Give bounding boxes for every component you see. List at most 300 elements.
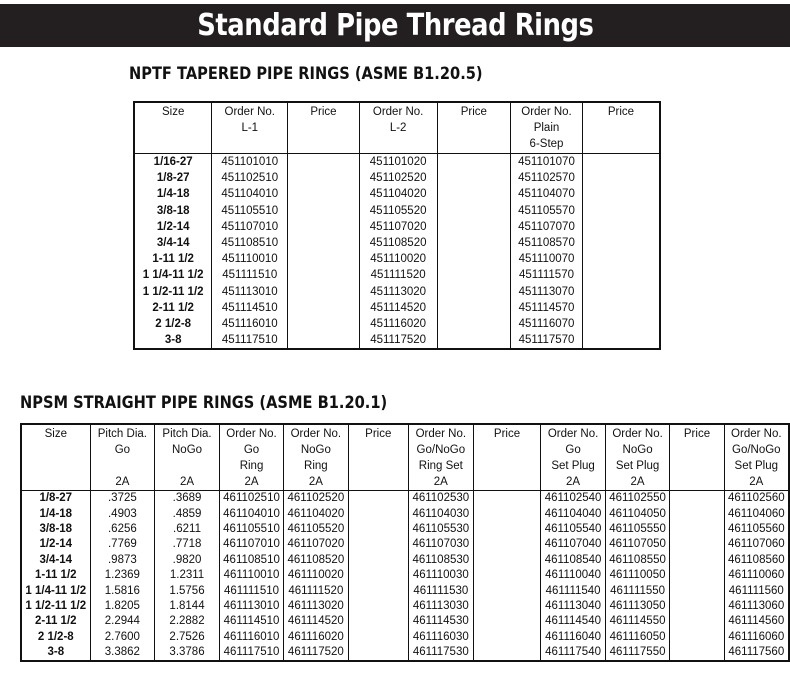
column-header-line: 2A [115, 476, 130, 488]
value-cell: 461104040 [541, 506, 605, 521]
price-cell [473, 522, 541, 537]
column-header-line: NoGo [172, 444, 203, 456]
value-cell: 461116030 [409, 630, 474, 645]
price-cell [670, 537, 724, 552]
value-cell: 461104050 [605, 506, 670, 521]
value-cell: 461114510 [219, 614, 283, 629]
column-header-line: Plain [533, 122, 560, 134]
column-header-line: Go [243, 444, 260, 456]
price-cell [437, 251, 511, 267]
value-cell: 461111510 [219, 583, 283, 598]
table-row [21, 568, 789, 583]
value-cell: 451102570 [511, 170, 583, 186]
column-header-line: Order No. [372, 106, 424, 118]
value-cell: 461117520 [284, 645, 348, 661]
size-cell: 1/16-27 [134, 154, 212, 171]
value-cell: 451102520 [359, 170, 437, 186]
value-cell: .4859 [155, 506, 220, 521]
price-cell [348, 568, 408, 583]
price-cell [348, 491, 408, 507]
value-cell: 451114520 [359, 300, 437, 316]
page-title-banner [0, 4, 790, 47]
value-cell: 451110070 [511, 251, 583, 267]
value-cell: .6211 [155, 522, 220, 537]
value-cell: 451111570 [511, 267, 583, 283]
value-cell: 461104020 [284, 506, 348, 521]
value-cell: 451114570 [511, 300, 583, 316]
price-cell [582, 186, 660, 202]
column-header [724, 424, 789, 491]
value-cell: 2.2944 [90, 614, 155, 629]
price-cell [473, 630, 541, 645]
column-header [219, 424, 283, 491]
value-cell: 2.7526 [155, 630, 220, 645]
price-cell [288, 284, 360, 300]
column-header-line: Price [365, 428, 392, 440]
value-cell: 461102530 [409, 491, 474, 507]
price-cell [348, 630, 408, 645]
value-cell: 461105520 [284, 522, 348, 537]
value-cell: 461113010 [219, 599, 283, 614]
price-cell [288, 154, 360, 171]
value-cell: 461108520 [284, 553, 348, 568]
table-row [21, 537, 789, 552]
value-cell: 461111560 [724, 583, 789, 598]
value-cell: 461108540 [541, 553, 605, 568]
value-cell: 461116020 [284, 630, 348, 645]
price-cell [288, 316, 360, 332]
size-cell: 3/4-14 [134, 235, 212, 251]
column-header-line [93, 458, 153, 474]
column-header-line: Order No. [547, 428, 599, 440]
price-cell [348, 537, 408, 552]
value-cell: 451116010 [212, 316, 288, 332]
value-cell: 461114530 [409, 614, 474, 629]
value-cell: 451107070 [511, 219, 583, 235]
column-header [90, 424, 155, 491]
value-cell: 461102540 [541, 491, 605, 507]
value-cell: 461113060 [724, 599, 789, 614]
size-cell: 2-11 1/2 [134, 300, 212, 316]
column-header [605, 424, 670, 491]
price-cell [582, 267, 660, 283]
price-cell [582, 170, 660, 186]
value-cell: 461117550 [605, 645, 670, 661]
size-cell: 1 1/4-11 1/2 [21, 583, 90, 598]
column-header [582, 102, 660, 154]
table-row [21, 506, 789, 521]
size-cell: 3-8 [21, 645, 90, 661]
table-row [134, 154, 660, 171]
column-header-line: Order No. [290, 428, 342, 440]
size-cell: 3/8-18 [134, 203, 212, 219]
column-header-line: Set Plug [615, 460, 660, 472]
table-row [134, 170, 660, 186]
value-cell: .6256 [90, 522, 155, 537]
price-cell [348, 506, 408, 521]
table-row [134, 300, 660, 316]
size-cell: 1 1/2-11 1/2 [134, 284, 212, 300]
price-cell [437, 316, 511, 332]
column-header-line: Ring [239, 460, 264, 472]
size-cell: 2 1/2-8 [134, 316, 212, 332]
column-header-line: Size [161, 106, 185, 118]
value-cell: 461116010 [219, 630, 283, 645]
value-cell: 461113050 [605, 599, 670, 614]
size-cell: 1 1/2-11 1/2 [21, 599, 90, 614]
value-cell: 461107060 [724, 537, 789, 552]
column-header-line: Go/NoGo [416, 444, 466, 456]
price-cell [670, 506, 724, 521]
price-cell [348, 583, 408, 598]
price-cell [582, 235, 660, 251]
value-cell: 461107030 [409, 537, 474, 552]
value-cell: 2.7600 [90, 630, 155, 645]
value-cell: 461114560 [724, 614, 789, 629]
column-header-line: Price [683, 428, 711, 440]
value-cell: 461117540 [541, 645, 605, 661]
price-cell [437, 170, 511, 186]
size-cell: 3-8 [134, 332, 212, 349]
value-cell: 451101020 [359, 154, 437, 171]
price-cell [473, 568, 541, 583]
value-cell: 461111520 [284, 583, 348, 598]
value-cell: 461104060 [724, 506, 789, 521]
table-row [21, 583, 789, 598]
table-row [134, 316, 660, 332]
value-cell: 451113020 [359, 284, 437, 300]
price-cell [670, 553, 724, 568]
column-header-line [157, 458, 217, 474]
value-cell: 461110030 [409, 568, 474, 583]
value-cell: 451117520 [359, 332, 437, 349]
price-cell [473, 506, 541, 521]
value-cell: .9820 [155, 553, 220, 568]
price-cell [288, 235, 360, 251]
value-cell: 461113040 [541, 599, 605, 614]
value-cell: 451110010 [212, 251, 288, 267]
value-cell: 461107020 [284, 537, 348, 552]
price-cell [288, 219, 360, 235]
price-cell [582, 251, 660, 267]
value-cell: .3689 [155, 491, 220, 507]
column-header-line: 2A [308, 476, 323, 488]
nptf-section-title: NPTF TAPERED PIPE RINGS (ASME B1.20.5) [129, 64, 483, 84]
column-header-line: Price [460, 106, 487, 118]
value-cell: 461111550 [605, 583, 670, 598]
price-cell [437, 284, 511, 300]
price-cell [670, 645, 724, 661]
value-cell: 451107020 [359, 219, 437, 235]
price-cell [437, 300, 511, 316]
price-cell [582, 332, 660, 349]
value-cell: 451116070 [511, 316, 583, 332]
column-header-line: NoGo [300, 444, 331, 456]
value-cell: 451111510 [212, 267, 288, 283]
value-cell: 461105550 [605, 522, 670, 537]
value-cell: 451104010 [212, 186, 288, 202]
price-cell [582, 219, 660, 235]
size-cell: 1-11 1/2 [134, 251, 212, 267]
price-cell [348, 553, 408, 568]
value-cell: 451104070 [511, 186, 583, 202]
value-cell: 461102520 [284, 491, 348, 507]
column-header-line: 2A [566, 476, 581, 488]
value-cell: 461111530 [409, 583, 474, 598]
value-cell: 1.2369 [90, 568, 155, 583]
value-cell: .3725 [90, 491, 155, 507]
table-row [21, 645, 789, 661]
price-cell [473, 614, 541, 629]
column-header-line: 2A [179, 476, 195, 488]
price-cell [670, 522, 724, 537]
price-cell [288, 186, 360, 202]
value-cell: 461105510 [219, 522, 283, 537]
value-cell: 451107010 [212, 219, 288, 235]
value-cell: 451105570 [511, 203, 583, 219]
value-cell: 461110050 [605, 568, 670, 583]
table-row [134, 203, 660, 219]
column-header-line: 2A [630, 476, 645, 488]
price-cell [582, 284, 660, 300]
value-cell: 451114510 [212, 300, 288, 316]
value-cell: 461105540 [541, 522, 605, 537]
column-header-line: Price [607, 106, 635, 118]
value-cell: 461116050 [605, 630, 670, 645]
price-cell [437, 186, 511, 202]
size-cell: 1 1/4-11 1/2 [134, 267, 212, 283]
value-cell: 451113010 [212, 284, 288, 300]
size-cell: 1-11 1/2 [21, 568, 90, 583]
value-cell: 461107010 [219, 537, 283, 552]
value-cell: 2.2882 [155, 614, 220, 629]
column-header-line: Go [565, 444, 581, 456]
price-cell [288, 267, 360, 283]
value-cell: 461102550 [605, 491, 670, 507]
price-cell [288, 203, 360, 219]
value-cell: 461108530 [409, 553, 474, 568]
column-header [511, 102, 583, 154]
price-cell [670, 614, 724, 629]
value-cell: 451117570 [511, 332, 583, 349]
price-cell [437, 235, 511, 251]
price-cell [473, 583, 541, 598]
table-row [134, 267, 660, 283]
price-cell [288, 300, 360, 316]
column-header-line: Order No. [731, 428, 782, 440]
table-header-row [134, 102, 660, 154]
price-cell [348, 645, 408, 661]
column-header [212, 102, 288, 154]
value-cell: 461117530 [409, 645, 474, 661]
price-cell [288, 251, 360, 267]
column-header [437, 102, 511, 154]
value-cell: .4903 [90, 506, 155, 521]
column-header [284, 424, 348, 491]
price-cell [582, 203, 660, 219]
value-cell: .9873 [90, 553, 155, 568]
value-cell: 461110020 [284, 568, 348, 583]
price-cell [437, 219, 511, 235]
size-cell: 1/2-14 [134, 219, 212, 235]
value-cell: 451108570 [511, 235, 583, 251]
size-cell: 3/8-18 [21, 522, 90, 537]
column-header [409, 424, 474, 491]
column-header-line: Go [114, 444, 131, 456]
price-cell [288, 170, 360, 186]
column-header-line: Price [310, 106, 337, 118]
value-cell: 451110020 [359, 251, 437, 267]
value-cell: 451108510 [212, 235, 288, 251]
value-cell: 461108560 [724, 553, 789, 568]
price-cell [348, 599, 408, 614]
column-header-line: 6-Step [529, 138, 564, 150]
value-cell: 461114550 [605, 614, 670, 629]
size-cell: 2 1/2-8 [21, 630, 90, 645]
column-header [288, 102, 360, 154]
value-cell: 461108510 [219, 553, 283, 568]
value-cell: 461105530 [409, 522, 474, 537]
column-header-line: Size [44, 428, 67, 440]
size-cell: 1/4-18 [134, 186, 212, 202]
value-cell: 461113030 [409, 599, 474, 614]
column-header-line: Order No. [224, 106, 276, 118]
nptf-ring-table [133, 101, 661, 350]
value-cell: 461111540 [541, 583, 605, 598]
value-cell: 451101010 [212, 154, 288, 171]
column-header [134, 102, 212, 154]
column-header-line: Ring Set [418, 460, 463, 472]
value-cell: 451116020 [359, 316, 437, 332]
table-header-row [21, 424, 789, 491]
value-cell: 3.3862 [90, 645, 155, 661]
value-cell: 451111520 [359, 267, 437, 283]
column-header-line: Set Plug [551, 460, 595, 472]
column-header-line: 2A [433, 476, 448, 488]
table-row [21, 599, 789, 614]
price-cell [582, 154, 660, 171]
table-row [21, 522, 789, 537]
value-cell: 461116060 [724, 630, 789, 645]
column-header [473, 424, 541, 491]
price-cell [473, 553, 541, 568]
price-cell [670, 491, 724, 507]
price-cell [670, 599, 724, 614]
value-cell: 461110010 [219, 568, 283, 583]
value-cell: 461107040 [541, 537, 605, 552]
value-cell: 461114520 [284, 614, 348, 629]
value-cell: 461116040 [541, 630, 605, 645]
npsm-ring-table [20, 423, 790, 662]
value-cell: 451117510 [212, 332, 288, 349]
value-cell: .7769 [90, 537, 155, 552]
price-cell [670, 583, 724, 598]
size-cell: 1/4-18 [21, 506, 90, 521]
value-cell: 461108550 [605, 553, 670, 568]
value-cell: 451101070 [511, 154, 583, 171]
value-cell: 461105560 [724, 522, 789, 537]
column-header [348, 424, 408, 491]
size-cell: 3/4-14 [21, 553, 90, 568]
value-cell: 1.5756 [155, 583, 220, 598]
table-row [134, 332, 660, 349]
value-cell: 461102510 [219, 491, 283, 507]
npsm-section-title: NPSM STRAIGHT PIPE RINGS (ASME B1.20.1) [20, 393, 388, 413]
column-header [359, 102, 437, 154]
column-header-line: Pitch Dia. [162, 428, 212, 440]
size-cell: 1/2-14 [21, 537, 90, 552]
value-cell: 451104020 [359, 186, 437, 202]
value-cell: 451113070 [511, 284, 583, 300]
column-header-line: Order No. [415, 428, 467, 440]
page-title: Standard Pipe Thread Rings [196, 8, 594, 43]
value-cell: .7718 [155, 537, 220, 552]
table-row [134, 186, 660, 202]
value-cell: 3.3786 [155, 645, 220, 661]
price-cell [288, 332, 360, 349]
table-row [134, 219, 660, 235]
value-cell: 451102510 [212, 170, 288, 186]
column-header-line: Order No. [521, 106, 572, 118]
value-cell: 461117510 [219, 645, 283, 661]
price-cell [473, 599, 541, 614]
table-row [134, 251, 660, 267]
value-cell: 461113020 [284, 599, 348, 614]
column-header-line: Order No. [226, 428, 277, 440]
price-cell [582, 300, 660, 316]
value-cell: 451105510 [212, 203, 288, 219]
column-header-line: NoGo [622, 444, 653, 456]
column-header [541, 424, 605, 491]
value-cell: 461110040 [541, 568, 605, 583]
column-header [155, 424, 220, 491]
value-cell: 1.5816 [90, 583, 155, 598]
value-cell: 1.2311 [155, 568, 220, 583]
column-header-line: 2A [749, 476, 764, 488]
price-cell [437, 332, 511, 349]
column-header-line: L-1 [241, 122, 259, 134]
size-cell: 2-11 1/2 [21, 614, 90, 629]
size-cell: 1/8-27 [21, 491, 90, 507]
value-cell: 461104010 [219, 506, 283, 521]
value-cell: 1.8144 [155, 599, 220, 614]
value-cell: 1.8205 [90, 599, 155, 614]
price-cell [473, 537, 541, 552]
price-cell [670, 568, 724, 583]
table-row [21, 553, 789, 568]
value-cell: 461102560 [724, 491, 789, 507]
value-cell: 461107050 [605, 537, 670, 552]
price-cell [437, 267, 511, 283]
value-cell: 461114540 [541, 614, 605, 629]
column-header [670, 424, 724, 491]
column-header-line: Pitch Dia. [97, 428, 147, 440]
column-header-line: Order No. [612, 428, 663, 440]
table-row [21, 491, 789, 507]
price-cell [582, 316, 660, 332]
price-cell [473, 645, 541, 661]
price-cell [670, 630, 724, 645]
value-cell: 451108520 [359, 235, 437, 251]
table-row [21, 630, 789, 645]
value-cell: 451105520 [359, 203, 437, 219]
column-header-line: L-2 [389, 122, 407, 134]
column-header-line: 2A [244, 476, 259, 488]
column-header-line: Go/NoGo [732, 444, 781, 456]
column-header [21, 424, 90, 491]
price-cell [348, 614, 408, 629]
value-cell: 461104030 [409, 506, 474, 521]
